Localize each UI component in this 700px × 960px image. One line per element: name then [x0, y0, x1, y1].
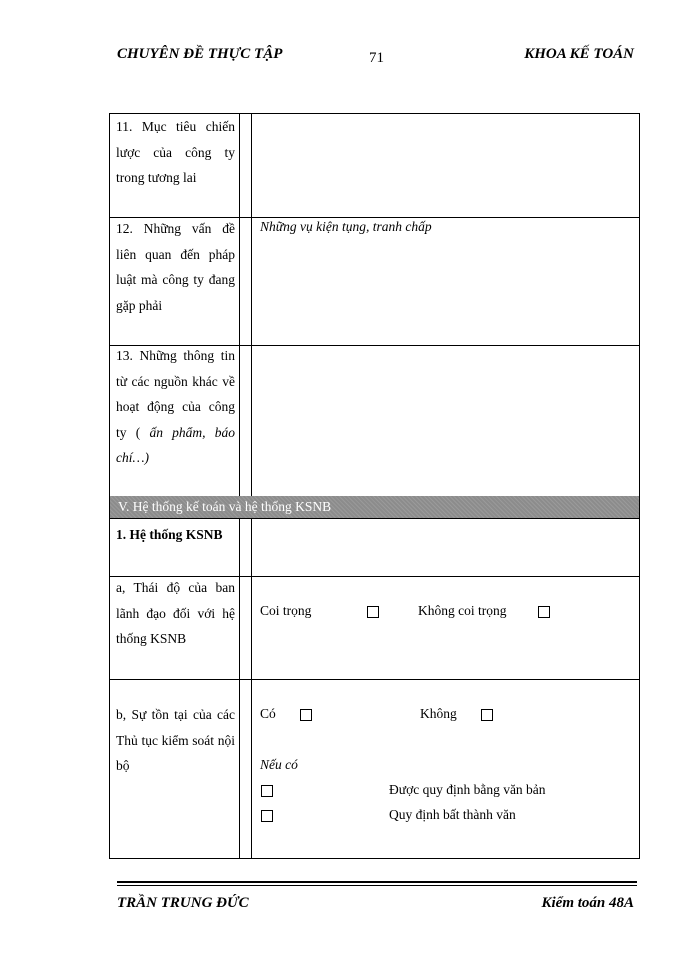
- row-13-label-italic: ấn phẩm, báo chí…): [116, 424, 235, 465]
- footer-author: TRẦN TRUNG ĐỨC: [117, 895, 249, 911]
- audit-table: [109, 113, 640, 859]
- column-divider: [239, 114, 240, 858]
- checkbox-coi-trong[interactable]: [367, 606, 379, 618]
- row-12-label: 12. Những vấn đề liên quan đến pháp luật mà công ty đang gặp phải: [116, 221, 235, 313]
- row-13-label-text: 13. Những thông tin từ các nguồn khác về hoạt động của công ty (: [116, 348, 235, 440]
- row-12-content: Những vụ kiện tụng, tranh chấp: [260, 219, 432, 234]
- if-yes-label: Nếu có: [260, 757, 298, 772]
- row-11-label: 11. Mục tiêu chiến lược của công ty trong tương lai: [116, 119, 235, 185]
- option-co: Có: [260, 706, 276, 721]
- column-divider-inner: [251, 114, 252, 858]
- checkbox-khong[interactable]: [481, 709, 493, 721]
- ksnb-b-label: b, Sự tồn tại của các Thủ tục kiểm soát nội bộ: [116, 707, 235, 773]
- option-coi-trong: Coi trọng: [260, 603, 312, 618]
- ksnb-a-label: a, Thái độ của ban lãnh đạo đối với hệ thống KSNB: [116, 580, 235, 646]
- option-khong: Không: [420, 706, 457, 721]
- option-van-ban: Được quy định bằng văn bản: [389, 782, 546, 797]
- page-number: 71: [369, 50, 384, 66]
- footer-class: Kiểm toán 48A: [541, 895, 634, 911]
- ksnb-heading: 1. Hệ thống KSNB: [116, 527, 223, 542]
- checkbox-khong-coi-trong[interactable]: [538, 606, 550, 618]
- checkbox-van-ban[interactable]: [261, 785, 273, 797]
- footer-rule-thin: [117, 885, 637, 886]
- row-13-label: [116, 343, 235, 471]
- option-bat-thanh-van: Quy định bất thành văn: [389, 807, 516, 822]
- header-left: CHUYÊN ĐỀ THỰC TẬP: [117, 46, 283, 62]
- section-v-title: V. Hệ thống kế toán và hệ thống KSNB: [110, 496, 639, 518]
- row-divider: [110, 679, 639, 680]
- header-right: KHOA KẾ TOÁN: [524, 46, 634, 62]
- row-divider: [110, 518, 639, 519]
- footer-rule: [117, 881, 637, 883]
- checkbox-bat-thanh-van[interactable]: [261, 810, 273, 822]
- option-khong-coi-trong: Không coi trọng: [418, 603, 507, 618]
- checkbox-co[interactable]: [300, 709, 312, 721]
